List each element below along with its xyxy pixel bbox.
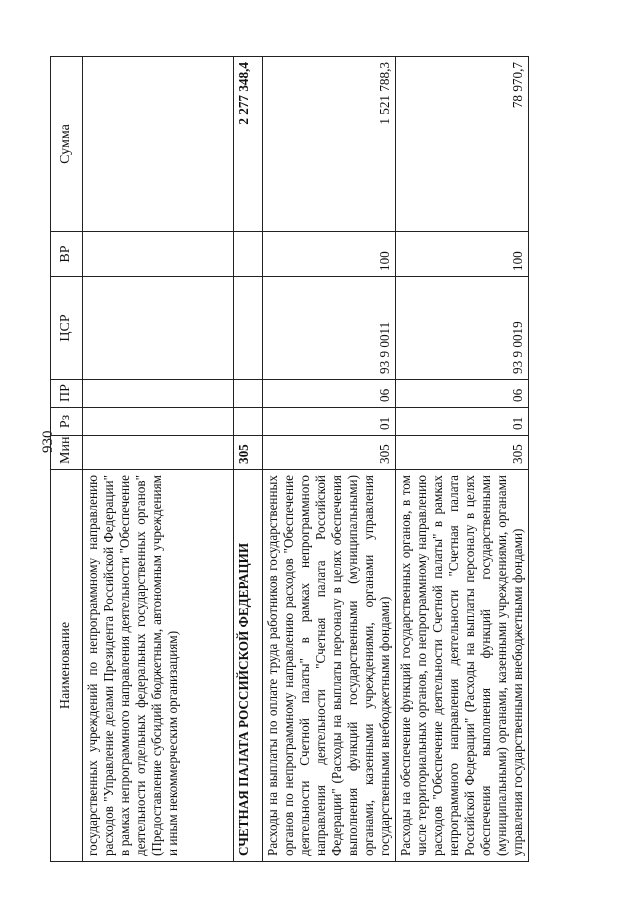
table-header <box>51 57 83 862</box>
row-name: государственных учреждений по непрограммному направлению расходов "Управление делами Президента Российской Федерации" в рамках непрограммного направления деятельности "Обеспечение деятельности отдельных федеральных государственных органов" (Предоставление субсидий бюджетным, автономным учреждениям и иным некоммерческим организациям) <box>83 470 234 862</box>
budget-table <box>50 56 529 862</box>
row-sum <box>83 57 234 232</box>
row-name: Расходы на обеспечение функций государственных органов, в том числе территориальных органов, по непрограммному направлению расходов "Обеспечение деятельности Счетной палаты" в рамках непрограммного направления деятельности "Счетная палата Российской Федерации" (Расходы на выплаты персоналу в целях обеспечения выполнения функций государственными (муниципальными) органами, казенными учреждениями, органами управления государственными внебюджетными фондами) <box>395 470 528 862</box>
header-rz: Рз <box>51 408 83 436</box>
row-vr <box>234 232 263 277</box>
row-pr: 06 <box>395 380 528 408</box>
table-row <box>234 57 263 862</box>
row-vr: 100 <box>263 232 396 277</box>
header-row <box>51 57 83 862</box>
row-sum: 1 521 788,3 <box>263 57 396 232</box>
row-name: СЧЕТНАЯ ПАЛАТА РОССИЙСКОЙ ФЕДЕРАЦИИ <box>234 470 263 862</box>
row-csr <box>234 277 263 380</box>
table-row <box>395 57 528 862</box>
page-number: 930 <box>40 430 56 453</box>
header-name: Наименование <box>51 470 83 862</box>
row-rz <box>83 408 234 436</box>
row-csr <box>83 277 234 380</box>
row-sum: 78 970,7 <box>395 57 528 232</box>
row-pr <box>234 380 263 408</box>
row-name: Расходы на выплаты по оплате труда работников государственных органов по непрограммному направлению расходов "Обеспечение деятельности Счетной палаты" в рамках непрограммного направления деятельности "Счетная палата Российской Федерации" (Расходы на выплаты персоналу в целях обеспечения выполнения функций государственными (муниципальными) органами, казенными учреждениями, органами управления государственными внебюджетными фондами) <box>263 470 396 862</box>
row-rz: 01 <box>263 408 396 436</box>
header-pr: ПР <box>51 380 83 408</box>
header-min: Мин <box>51 436 83 470</box>
row-rz <box>234 408 263 436</box>
table-row <box>83 57 234 862</box>
row-min <box>83 436 234 470</box>
row-vr <box>83 232 234 277</box>
row-min: 305 <box>395 436 528 470</box>
row-sum: 2 277 348,4 <box>234 57 263 232</box>
rotated-table-container <box>50 57 590 862</box>
table-row <box>263 57 396 862</box>
row-csr: 93 9 0019 <box>395 277 528 380</box>
row-min: 305 <box>234 436 263 470</box>
row-rz: 01 <box>395 408 528 436</box>
header-csr: ЦСР <box>51 277 83 380</box>
header-sum: Сумма <box>51 57 83 232</box>
table-body <box>83 57 529 862</box>
header-vr: ВР <box>51 232 83 277</box>
row-pr: 06 <box>263 380 396 408</box>
row-vr: 100 <box>395 232 528 277</box>
row-csr: 93 9 0011 <box>263 277 396 380</box>
row-min: 305 <box>263 436 396 470</box>
row-pr <box>83 380 234 408</box>
